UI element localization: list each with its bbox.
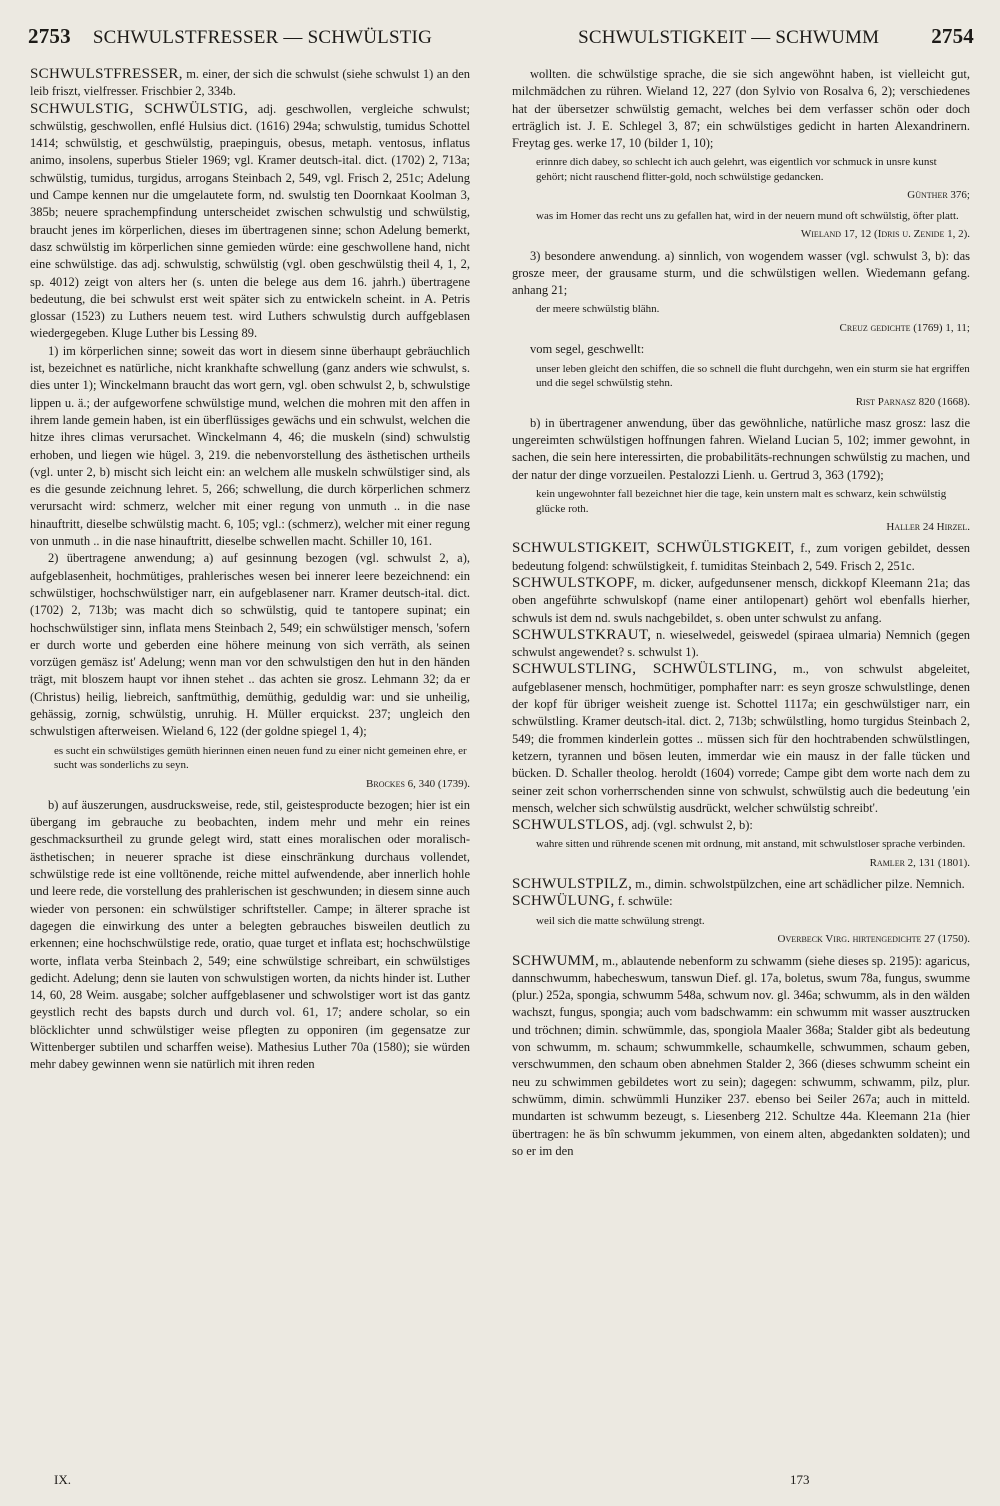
dictionary-entry	[512, 540, 970, 575]
entry-text: 2) übertragene anwendung; a) auf gesinnung bezogen (vgl. schwulst 2, a), aufgeblasenheit, hochmütiges, prahlerisches wesen bei innerer leere bezeichnend: ein schwülstiger, hochschwülstiger narr, ein aufgeblasener narr. Kramer deutsch-ital. dict. (1702) 2, 713b; was macht dich so schwülstig, quid te tantopere supinat; ein hochschwülstiger sinn, inflata mens Steinbach 2, 549; ein schwülstiger mensch, 'sofern er durch worte und geberden eine höhere meinung von sich verräth, als seinen vorzügen gemäsz ist' Adelung; wenn man vor den schwulstigen den hut in den händen trägt, mit bloszem haupt vor ihnen stehet .. das achten sie grosz. Lehmann 32; da er (Christus) heilig, liebreich, sanftmüthig, demüthig, geduldig war: und sie unheilig, gehässig, zornig, schwülstig, unruhig. H. Müller erquickst. 237; ungleich den schwulstigen afterweisen. Wieland 6, 122 (der goldne spiegel 1, 4);	[30, 551, 470, 739]
signature-mark: IX.	[54, 1472, 71, 1487]
headword: SCHWULSTIG, SCHWÜLSTIG,	[30, 100, 249, 117]
quotation-source: Wieland 17, 12 (Idris u. Zenide 1, 2).	[800, 228, 970, 241]
entry-paragraph	[30, 797, 470, 1074]
running-header	[28, 24, 974, 54]
headword: SCHWULSTIGKEIT, SCHWÜLSTIGKEIT,	[512, 540, 795, 557]
entry-text: b) in übertragener anwendung, über das gewöhnliche, natürliche masz grosz: lasz die ungereimten schwülstigen hoffnungen fahren. Wieland Lucian 5, 102; immer gewohnt, in sachen, die sein here interessirten, die probabilitäts-rechnungen schwülstig zu machen, und der natur der dinge vorzueilen. Pestalozzi Lienh. u. Gertrud 3, 363 (1792);	[512, 415, 970, 482]
quotation: erinnre dich dabey, so schlecht ich auch gelehrt, was eigentlich vor schmuck in unsre kunst gehört; nicht rauschend flitter-gold, noch schwülstige gedancken.	[536, 156, 937, 183]
entry-text: m., ablautende nebenform zu schwamm (siehe dieses sp. 2195): agaricus, dannschwumm, habecheswum, tanswun Dief. gl. 17a, boletus, swum 78a, fungus, swumme (plur.) 252a, spongia, schwumm 548a, schwum nov. gl. 346a; schwumm, als in den wälden wachszt, fungus, spongia; auch vom badschwamm: ein schwumm mit wasser ausztrucken und tröchnen; dimin. schwümmle, das, spongiola Maaler 368a; Stalder gibt als bedeutung von schwumm, m. schaum; schwummkelle, schaumkelle, schwummen, schaum geben, verschwummen, den schaum oben abnehmen Stalder 2, 366 (dieses schwumm scheint ein neu zu schwimmen gebildetes wort zu sein); dagegen: schwumm, schwamm, pilz, plur. schwümm, dimin. schwümmli Hunziker 237. ebenso bei Seiler 267a; auch in mitteld. mundarten ist schwumm bezeugt, s. Liesenberg 212. Schultze 44a. Kleemann 21a (hier übertragen: he äs bîn schwumm jekummen, von einem alten, abgedankten soldaten); und so er im den	[512, 953, 970, 1158]
quotation: wahre sitten und rührende scenen mit ordnung, mit anstand, mit schwulstloser sprache verbinden.	[536, 838, 966, 851]
entry-text: m. einer, der sich die schwulst (siehe schwulst 1) an den leib friszt, vielfresser. Frischbier 2, 334b.	[30, 67, 470, 99]
quotation-source: Haller 24 Hirzel.	[886, 521, 970, 534]
quotation-source: Rist Parnasz 820 (1668).	[855, 395, 970, 408]
gathering-number: 173	[790, 1472, 810, 1487]
entry-text: m., von schwulst abgeleitet, aufgeblasener mensch, hochmütiger, pomphafter narr: es seyn grosze schwulstlinge, denen der kopf für übriger weisheit zuenge ist. Schottel 1117a; ein geschwülstiger narr, ein schwülstling. Kramer deutsch-ital. dict. 2, 713b; schwülstling, homo turgidus Steinbach 2, 549; die frommen kinderlein gottes .. müssen sich für den hochtrabenden schwülstlingen, ketzern, tyrannen und bösen leuten, immerdar wie ein mausz in der falle tücken und bücken. D. Schaller theolog. heroldt (1604) vorrede; Campe gibt dem worte nach dem zu seiner zeit schon vorherrschenden sinne von schwulst, schwülstig auch die bedeutung 'ein mensch, welcher sich schwülstig ausdrückt, welcher schwülstig schreibt'.	[512, 662, 970, 815]
quotation-source: Overbeck Virg. hirtengedichte 27 (1750).	[777, 933, 970, 946]
right-running-title: SCHWULSTIGKEIT — SCHWUMM	[578, 27, 880, 48]
quotation-source: Günther 376;	[907, 189, 970, 202]
quotation-source: Creuz gedichte (1769) 1, 11;	[839, 321, 970, 334]
quotation: weil sich die matte schwülung strengt.	[536, 914, 705, 927]
right-page-number: 2754	[931, 24, 974, 48]
quotation: kein ungewohnter fall bezeichnet hier die tage, kein unstern malt es schwarz, kein schwülstig glücke roth.	[536, 488, 947, 515]
entry-paragraph	[512, 415, 970, 484]
dictionary-entry	[512, 953, 970, 1161]
quotation-source: Brockes 6, 340 (1739).	[366, 777, 470, 790]
entry-text: m. dicker, aufgedunsener mensch, dickkopf Kleemann 21a; das oben angeführte schwulskopf (name einer antilopenart) gehört wol ebenfalls hierher, schwuls ist dem nd. swuls nachgebildet, s. oben unter schwulst zu anfang.	[512, 575, 970, 625]
entry-text: b) auf äuszerungen, ausdrucksweise, rede, stil, geistesproducte bezogen; hier ist ein übergang im gebrauche zu beobachten, indem mehr und mehr ein reines geschmacksurtheil zu grunde gelegt wird, statt eines moralischen oder moralisch-ästhetischen; in neuerer sprache ist diese einschränkung durchaus vollendet, schwülstige rede ist eine volltönende, reiche mittel aufwendende, aber innerlich hohle und leere rede, die vorstellung des prahlerischen ist geschwunden; in diesem sinne auch wieder von personen: ein schwülstiger schriftsteller. Campe; in älterer sprache ist dagegen die einwirkung des unter a belegten gebrauches bisweilen deutlich zu erkennen; eine hochschwülstige rede, oratio, quae turget et inflata est; hochschwülstige worte, inflata verba Steinbach 2, 549; eine schwülstige schreibart, ein schwülstiges gedicht. Adelung; denn sie lauten von schwulstigen worten, da nichts hinder ist. Luther 14, 60, 28 Weim. ausgabe; solcher auffgeblasener und schwolstiger wort ist das gantz geystlich recht des bapsts durch und durch vol. 61, 17; andere scholar, so ein blöcklichter unnd schwülstiger weise pflegten zu opponiren (im gegensatze zur Wittenberger subtilen und scharffen weise). Mathesius Luther 70a (1580); sie würden mehr dabey gewinnen wenn sie natürlich mit ihren reden	[30, 797, 470, 1072]
entry-paragraph	[30, 550, 470, 740]
entry-text: wollten. die schwülstige sprache, die sie sich angewöhnt haben, ist vielleicht gut, milchmädchen zu rühren. Wieland 12, 227 (don Sylvio von Rosalva 6, 2); verschiedenes hat der übersetzer schwülstig gemacht, welches bei dem verfasser schön oder doch erträglich ist. J. E. Schlegel 3, 87; ein schwülstiges gedicht in harten Alexandrinern. Freytag ges. werke 17, 10 (bilder 1, 10);	[512, 67, 970, 151]
dictionary-entry	[512, 893, 970, 910]
left-page-number: 2753	[28, 24, 71, 48]
headword: SCHWUMM,	[512, 952, 599, 969]
entry-text: adj. (vgl. schwulst 2, b):	[631, 818, 753, 833]
entry-text: f. schwüle:	[617, 894, 673, 909]
entry-text: n. wieselwedel, geiswedel (spiraea ulmaria) Nemnich (gegen schwulst angewendet? s. schwulst 1).	[512, 627, 970, 660]
entry-paragraph	[512, 341, 970, 358]
quotation-source: Ramler 2, 131 (1801).	[869, 856, 970, 869]
entry-paragraph	[512, 66, 970, 152]
headword: SCHWÜLUNG,	[512, 893, 615, 910]
entry-text: 1) im körperlichen sinne; soweit das wort in diesem sinne überhaupt gebräuchlich ist, bezeichnet es natürliche, nicht krankhafte schwellung (ganz anders wie schwulst, s. dies unter 1); Winckelmann braucht das wort gern, vgl. oben schwulst 2, b, schwulstige lippen u. ä.; der aufgeworfene schwülstige mund, welchen die mohren mit den affen in ihrem lande gemein haben, ist ein überflüssiges gewächs und ein schwulst, welchen die hitze ihres climas verursachet. Winckelmann 4, 46; die muskeln (sind) schwulstig erhoben, und liegen wie hügel. 3, 219. die nebenvorstellung des ästhetischen urtheils (vgl. unter 2, b) mischt sich leicht ein: an welchem alle muskeln schwülstiger sind, als es die gesunde zeichnung lehret. 5, 266; schwellung, die durch körperlichen schmerz verursacht wird: schmerz, welcher mit einer regung von unmuth .. in die nase hinauftritt, dieselbe schwülstig macht. 6, 105; vgl.: (schmerz), welcher mit einer regung von unmuth .. in die nase hinauftritt, dieselbe schwellen macht. Schiller 10, 161.	[30, 343, 470, 549]
dictionary-entry	[512, 661, 970, 817]
headword: SCHWULSTLOS,	[512, 817, 629, 834]
right-column	[512, 66, 970, 1466]
left-column	[30, 66, 470, 1466]
dictionary-entry	[30, 66, 470, 101]
quotation: was im Homer das recht uns zu gefallen hat, wird in der neuern mund oft schwülstig, öfter platt.	[536, 209, 959, 222]
entry-text: 3) besondere anwendung. a) sinnlich, von wogendem wasser (vgl. schwulst 3, b): das grosze meer, der grausame sturm, und die schwülstigen wellen. Wiedemann gefang. anhang 21;	[512, 248, 970, 298]
dictionary-entry	[30, 101, 470, 343]
dictionary-entry	[512, 817, 970, 834]
quotation: es sucht ein schwülstiges gemüth hierinnen einen neuen fund zu einer nicht gemeinen ehre, er sucht was sonderlichs zu seyn.	[54, 744, 467, 772]
entry-text: vom segel, geschwellt:	[530, 342, 645, 357]
entry-text: adj. geschwollen, vergleiche schwulst; schwülstig, geschwollen, enflé Hulsius dict. (1616) 294a; schwulstig, tumidus Schottel 1414; schwülstig, et geschwülstig, praepinguis, obesus, metaph. ventosus, inflatus animo, insolens, superbus Stieler 1969; vgl. Kramer deutsch-ital. dict. (1702) 2, 713a; schwülstig, tumidus, turgidus, arrogans Steinbach 2, 549, vgl. Frisch 2, 251c; Adelung und Campe kennen nur die umgelautete form, nd. swulstig ten Doornkaat Koolman 3, 385b; neuere sprachempfindung unterscheidet zwischen schwulstig und schwülstig, braucht jenes im körperlichen, dieses im übertragenen sinne; schon Adelung bemerkt, dasz schwülstig im körperlichen sinne gemieden würde: eine geschwollene hand, nicht eine schwülstige. das adj. schwulstig, schwülstig (vgl. oben geschwülstig theil 4, 1, 2, sp. 4012) zeigt von alters her (s. unten die belege aus dem 16. jahrh.) übertragene bedeutung, die bei schwulst erst weit später sich zu entwickeln scheint. in A. Petris glossar (1523) zu Luthers neuem test. wird Luthers schwulstig durch auffgeblasen wiedergegeben. Kluge Luther bis Lessing 89.	[30, 101, 470, 341]
entry-paragraph	[512, 248, 970, 300]
entry-text: m., dimin. schwolstpülzchen, eine art schädlicher pilze. Nemnich.	[635, 877, 965, 892]
entry-text: f., zum vorigen gebildet, dessen bedeutung folgend: schwülstigkeit, f. tumiditas Steinbach 2, 549. Frisch 2, 251c.	[512, 541, 970, 573]
headword: SCHWULSTKOPF,	[512, 574, 638, 591]
dictionary-entry	[512, 575, 970, 627]
entry-paragraph	[30, 343, 470, 551]
left-running-title: SCHWULSTFRESSER — SCHWÜLSTIG	[92, 27, 433, 48]
headword: SCHWULSTLING, SCHWÜLSTLING,	[512, 661, 778, 678]
headword: SCHWULSTPILZ,	[512, 876, 633, 893]
headword: SCHWULSTFRESSER,	[30, 66, 183, 82]
dictionary-entry	[512, 627, 970, 662]
quotation: unser leben gleicht den schiffen, die so schnell die fluht durchgehn, wen ein sturm sie hat ergriffen und die segel schwülstig stehn.	[536, 362, 970, 390]
headword: SCHWULSTKRAUT,	[512, 626, 652, 643]
dictionary-entry	[512, 876, 970, 893]
quotation: der meere schwülstig blähn.	[536, 303, 660, 316]
